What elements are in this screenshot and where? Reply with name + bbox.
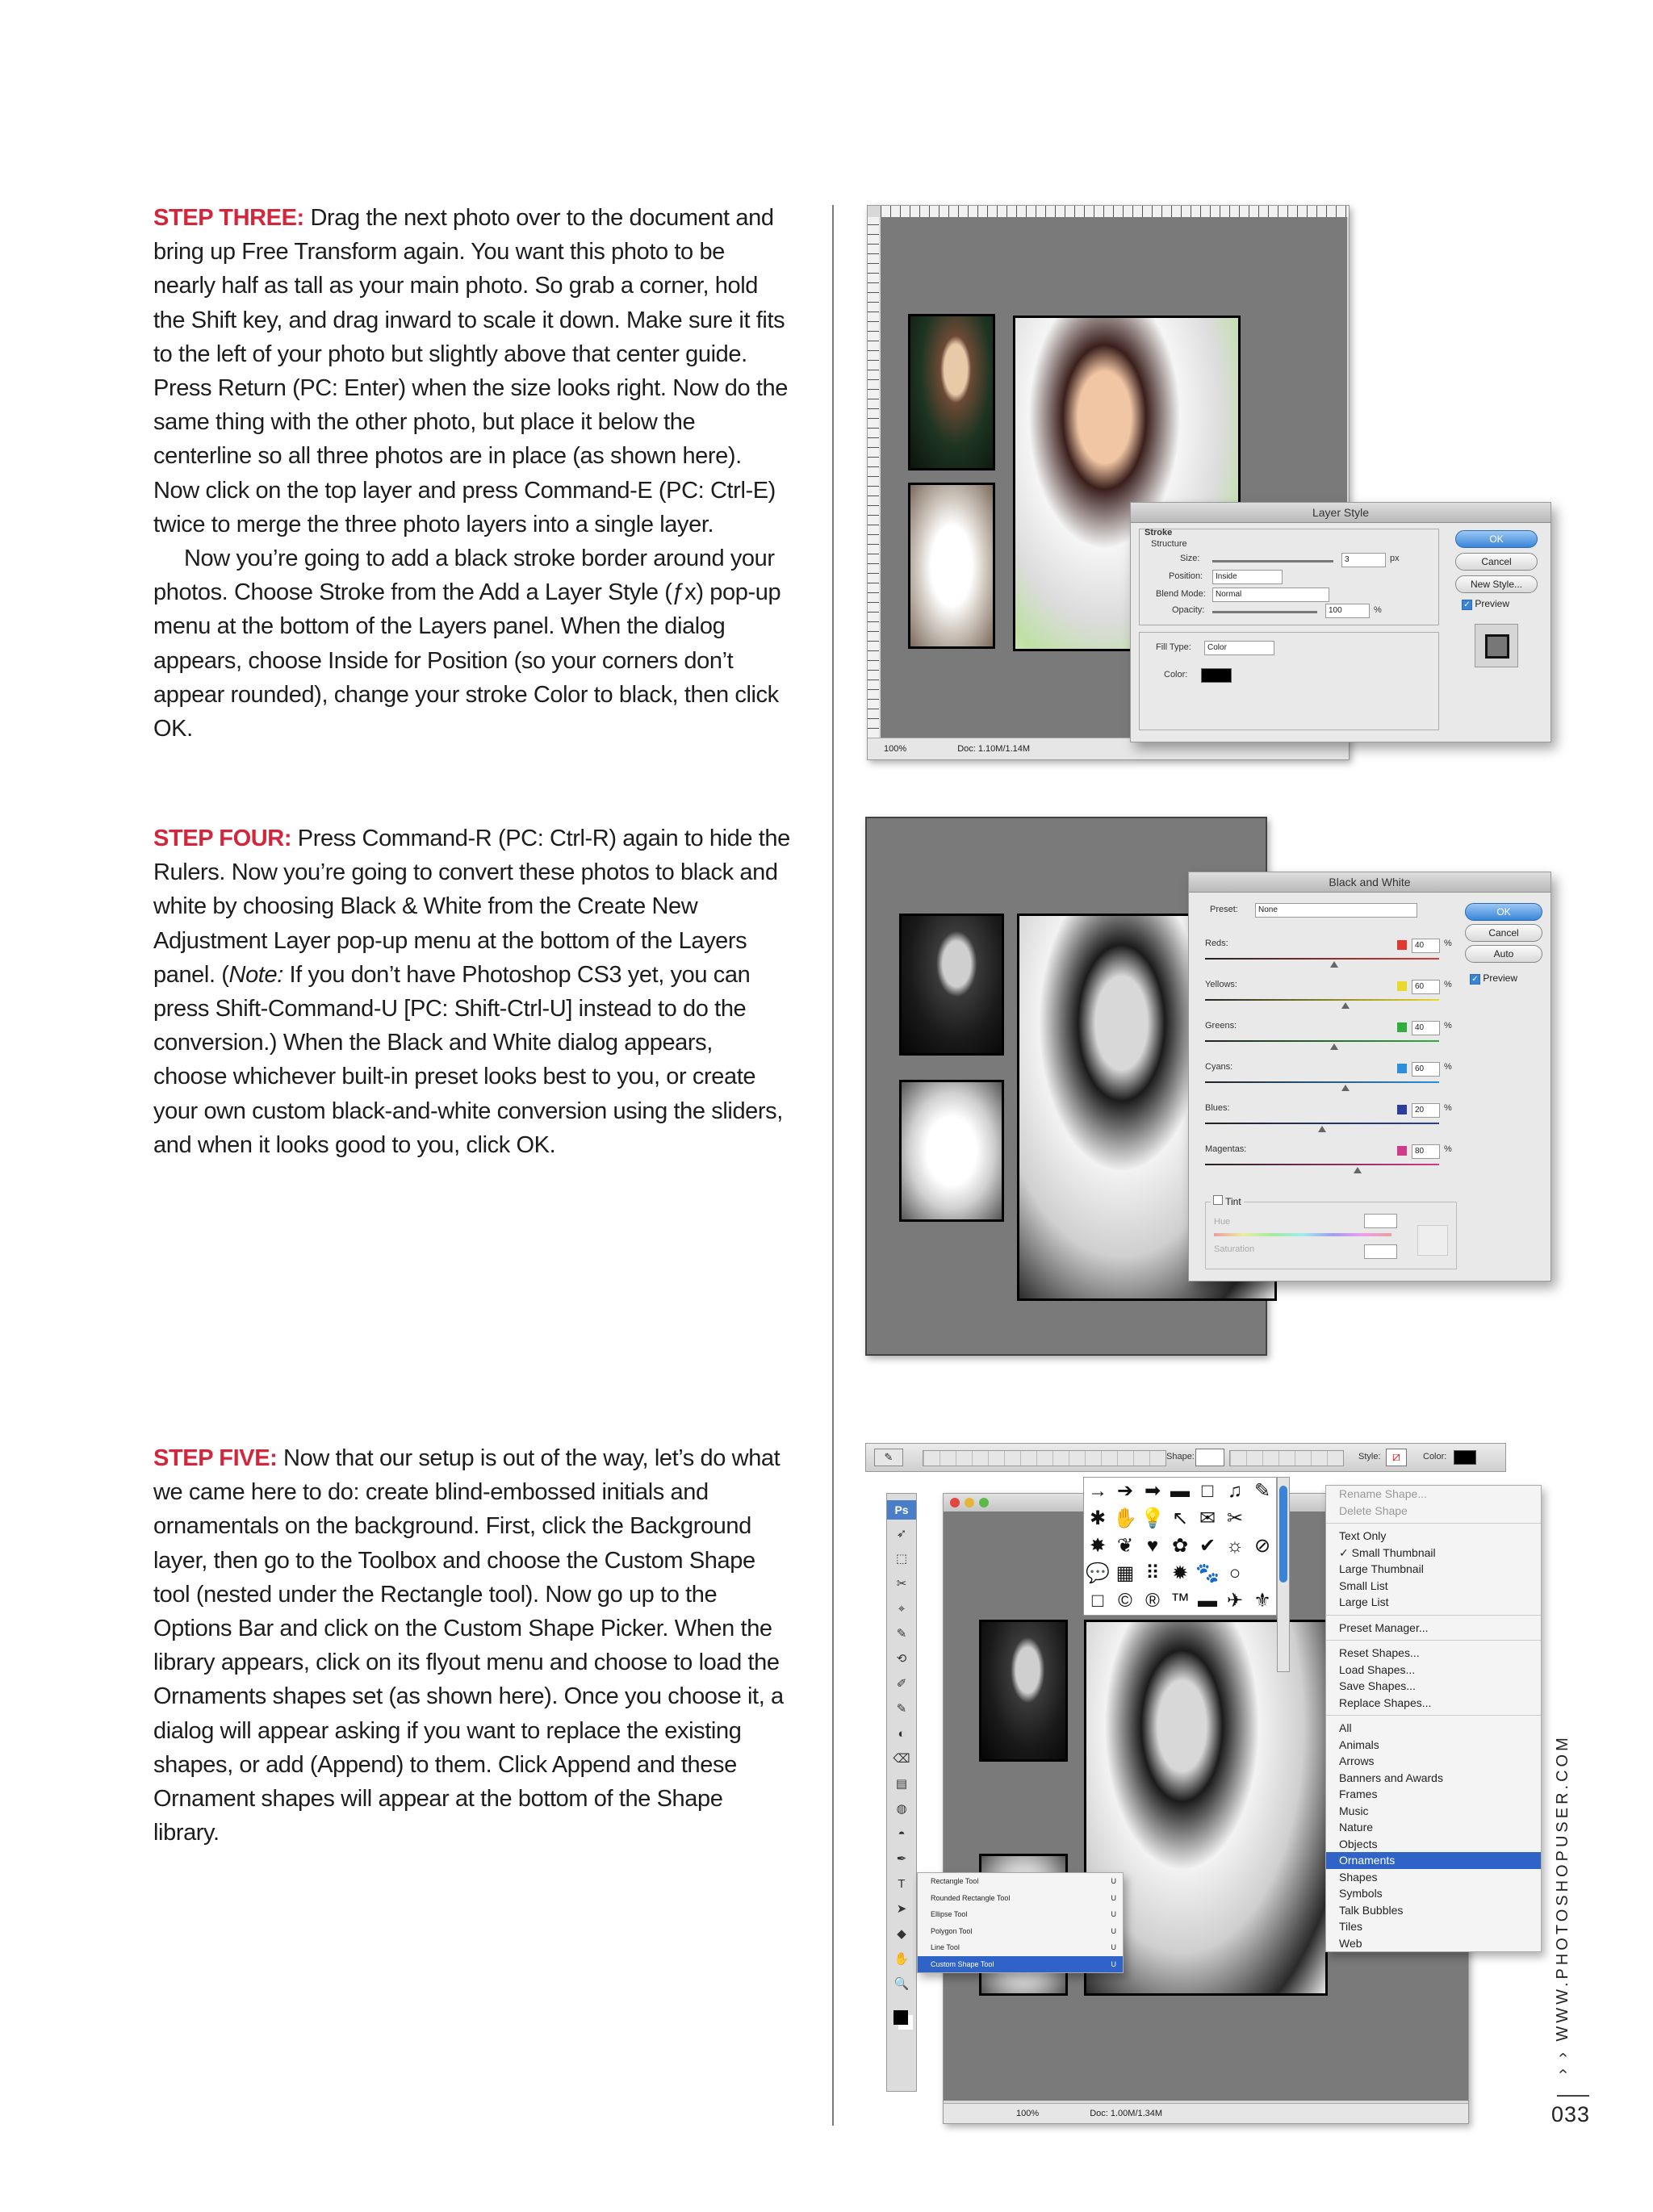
shape-thumbnail[interactable]: ➔ [1116,1480,1134,1502]
toolbox-tool-icon[interactable]: ✎ [896,1702,907,1716]
toolbox-tool-icon[interactable]: ✎ [896,1627,907,1641]
bw-slider-pct: % [1444,980,1452,989]
shape-thumbnail[interactable]: □ [1091,1590,1104,1612]
shape-thumbnail[interactable]: © [1118,1590,1132,1612]
shape-thumbnail[interactable]: ✸ [1089,1535,1107,1557]
saturation-label: Saturation [1214,1244,1255,1254]
bw-slider-value[interactable]: 20 [1412,1103,1440,1118]
shape-tool-shortcut: U [1111,1959,1116,1968]
shape-thumbnail[interactable]: 💬 [1086,1562,1110,1584]
bw-cancel-button[interactable]: Cancel [1465,924,1542,942]
toolbox-tool-icon[interactable]: ◓ [898,1827,906,1841]
shape-thumbnail[interactable]: ▬ [1198,1590,1217,1612]
shape-tool-label: Line Tool [931,1943,960,1951]
bw-preview-checkbox[interactable] [1470,972,1517,985]
cancel-button[interactable]: Cancel [1455,553,1538,571]
foreground-color-swatch[interactable] [1454,1450,1476,1465]
bw-slider-label: Magentas: [1205,1144,1247,1154]
shape-tool-shortcut: U [1111,1893,1116,1902]
minimize-icon[interactable] [965,1498,974,1507]
bw-slider-color-chip [1397,1105,1407,1114]
toolbox-tool-icon[interactable]: ✂ [896,1577,907,1591]
menu-item[interactable]: Ornaments [1326,1852,1541,1869]
preset-label: Preset: [1210,905,1238,914]
shape-thumbnail[interactable]: ✱ [1089,1507,1107,1529]
step-four-body-a: Press Command-R (PC: Ctrl-R) again to hide the Rulers. Now you’re going to convert these photos to black and white by choosing Black & White from the Create New Adjustment Layer pop-up menu at the bottom of the Layers panel. ( [153,826,790,988]
menu-item[interactable]: All [1339,1721,1352,1734]
menu-item[interactable]: Load Shapes... [1339,1662,1416,1676]
menu-item[interactable]: Symbols [1339,1887,1383,1900]
style-picker[interactable]: ⧄ [1386,1449,1407,1466]
shape-thumbnail[interactable]: ➡ [1144,1480,1161,1502]
vertical-ruler[interactable] [868,217,879,738]
hue-label: Hue [1214,1217,1231,1227]
shape-thumbnail[interactable]: ⚜ [1253,1590,1271,1612]
shape-thumbnail[interactable]: 🐾 [1195,1562,1220,1584]
toolbox-tool-icon[interactable]: ⬚ [895,1552,908,1566]
bw-slider-track[interactable] [1205,1123,1439,1124]
bw-slider-value[interactable]: 40 [1412,1021,1440,1035]
shape-thumbnail[interactable]: ✔ [1199,1535,1216,1557]
toolbox-tool-icon[interactable]: ➤ [896,1902,907,1916]
tint-label: Tint [1225,1196,1241,1207]
bw-slider-row [1205,1021,1452,1058]
shape-tool-label: Rectangle Tool [931,1877,979,1885]
menu-item[interactable]: Large Thumbnail [1339,1562,1424,1575]
step-four-text [153,822,791,1162]
stroke-group [1139,529,1439,625]
tool-preset-picker[interactable]: ✎ [874,1449,903,1466]
bw-slider-label: Blues: [1205,1103,1230,1113]
shape-tool-shortcut: U [1111,1926,1116,1935]
photo-top-left [908,314,995,470]
toolbox-tool-icon[interactable]: 🔍 [893,1977,910,1991]
shape-thumbnail[interactable]: ✿ [1171,1535,1189,1557]
shape-thumbnail[interactable]: ↖ [1171,1507,1189,1529]
tint-group [1205,1196,1457,1269]
menu-item[interactable]: Talk Bubbles [1339,1903,1404,1917]
step-three-para1 [153,201,791,542]
size-slider[interactable] [1212,560,1333,562]
zoom-level[interactable]: 100% [884,744,907,754]
style-label: Style: [1358,1452,1381,1461]
bw-slider-track[interactable] [1205,1164,1439,1165]
shape-thumbnail[interactable]: ✂ [1226,1507,1244,1529]
style-preview-square [1485,634,1509,659]
bw-slider-color-chip [1397,1022,1407,1032]
shape-tool-label: Rounded Rectangle Tool [931,1893,1011,1902]
foreground-background-swatches[interactable] [893,2010,908,2025]
bw-slider-color-chip [1397,1146,1407,1156]
menu-item: Rename Shape... [1339,1487,1427,1500]
menu-item[interactable]: Text Only [1339,1529,1387,1542]
menu-item[interactable]: Animals [1339,1737,1379,1751]
color-label: Color: [1423,1452,1447,1461]
step-five-para [153,1441,791,1850]
shape-thumbnail[interactable]: ❦ [1116,1535,1134,1557]
step-three-text [153,201,791,746]
shape-label: Shape: [1166,1452,1195,1461]
bw-slider-pct: % [1444,1021,1452,1031]
position-select[interactable]: Inside [1212,570,1283,584]
step-four-note-label: Note: [228,961,283,988]
menu-separator [1326,1640,1541,1641]
bw-slider-pct: % [1444,1062,1452,1072]
screenshot-step-three [864,203,1558,768]
bw-slider-track[interactable] [1205,958,1439,960]
bw-dialog-title: Black and White [1189,872,1550,893]
shape-thumbnail[interactable]: ✉ [1199,1507,1216,1529]
ok-button[interactable]: OK [1455,530,1538,548]
shape-thumbnail[interactable]: 💡 [1140,1507,1165,1529]
menu-item[interactable]: Web [1339,1936,1362,1950]
toolbox-tool-icon[interactable]: ⟲ [896,1652,907,1666]
dialog-title: Layer Style [1131,503,1550,523]
screenshot-step-five [864,1436,1558,2139]
bw-slider-pct: % [1444,1103,1452,1113]
bw-slider-pct: % [1444,939,1452,948]
bw-slider-label: Cyans: [1205,1062,1233,1072]
step-three-body: Drag the next photo over to the document and bring up Free Transform again. You want this photo to be nearly half as tall as your main photo. So grab a corner, hold the Shift key, and drag inward to scale it down. Make sure it fits to the left of your photo but slightly above that center guide. Press Return (PC: Enter) when the size looks right. Now do the same thing with the other photo, but place it below the centerline so all three photos are in place (as shown here). Now click on the top layer and press Command-E (PC: Ctrl-E) twice to merge the three photo layers into a single layer. [153,205,788,537]
preview-label: Preview [1475,598,1510,609]
shape-thumbnail[interactable]: ⊘ [1253,1535,1271,1557]
bw-slider-thumb[interactable] [1354,1167,1362,1173]
shape-thumbnail[interactable]: ™ [1170,1590,1190,1612]
bw-slider-thumb[interactable] [1330,961,1338,968]
scrollbar-thumb[interactable] [1279,1486,1287,1583]
color-label: Color: [1164,670,1188,679]
shape-tool-item[interactable] [918,1956,1123,1973]
shape-thumbnail[interactable]: ✋ [1113,1507,1137,1529]
menu-item[interactable]: Save Shapes... [1339,1679,1416,1692]
bw-slider-track[interactable] [1205,1040,1439,1042]
custom-shape-library [1083,1477,1277,1616]
shape-tool-label: Polygon Tool [931,1926,973,1935]
opacity-unit: % [1374,605,1382,615]
shape-thumbnail[interactable]: ♥ [1146,1535,1159,1557]
new-style-button[interactable]: New Style... [1455,575,1538,593]
bw-slider-label: Reds: [1205,939,1228,948]
bw-checkmark-icon: ✓ [1470,974,1480,985]
bw-slider-thumb[interactable] [1318,1126,1326,1132]
stroke-color-swatch[interactable] [1201,668,1232,683]
structure-label: Structure [1151,539,1187,549]
shape-thumbnail[interactable]: ✹ [1171,1562,1189,1584]
doc3-photo-top-left [979,1620,1068,1762]
toolbox [886,1493,917,2092]
options-bar [865,1443,1506,1472]
shape-library-scrollbar[interactable] [1277,1477,1290,1672]
tint-checkbox[interactable] [1211,1195,1244,1207]
shape-thumbnail[interactable]: ▬ [1170,1480,1190,1502]
screenshot-step-four [864,815,1558,1364]
menu-item[interactable]: Objects [1339,1837,1378,1850]
bw-slider-thumb[interactable] [1341,1002,1350,1009]
shape-mode-buttons[interactable] [923,1450,1166,1466]
step-three-para2: Now you’re going to add a black stroke border around your photos. Choose Stroke from the Add a Layer Style (ƒx) pop-up menu at the bottom of the Layers panel. When the dialog appears, choose Inside for Position (so your corners don’t appear rounded), change your stroke Color to black, then click OK. [153,546,781,742]
preview-checkbox[interactable] [1462,598,1509,610]
menu-separator [1326,1615,1541,1616]
doc-size-3: Doc: 1.00M/1.34M [1090,2109,1163,2118]
menu-item[interactable]: Frames [1339,1788,1378,1800]
column-divider [832,205,834,2126]
bw-photo-bottom-left [899,1080,1004,1222]
style-preview-box [1475,624,1518,667]
bw-slider-row [1205,1062,1452,1099]
bw-slider-thumb[interactable] [1341,1085,1350,1091]
shape-tool-item[interactable] [918,1890,1123,1907]
fill-type-group [1139,632,1439,730]
hue-field[interactable] [1364,1214,1397,1228]
bw-slider-value[interactable]: 60 [1412,1062,1440,1077]
bw-slider-label: Greens: [1205,1021,1237,1031]
shape-tool-label: Ellipse Tool [931,1910,968,1918]
menu-item[interactable]: Nature [1339,1821,1374,1834]
bw-slider-row [1205,939,1452,976]
zoom-level-3[interactable]: 100% [1016,2109,1040,2118]
doc-size: Doc: 1.10M/1.14M [957,744,1031,754]
bw-slider-row [1205,1103,1452,1140]
shape-tool-label: Custom Shape Tool [931,1959,994,1968]
combine-buttons[interactable] [1229,1450,1344,1466]
layer-style-dialog [1130,502,1551,742]
step-five-text [153,1441,791,1850]
step-four-label: STEP FOUR: [153,826,292,851]
bw-slider-color-chip [1397,1064,1407,1073]
menu-separator [1326,1523,1541,1524]
opacity-label: Opacity: [1172,605,1205,615]
step-four-body-b: If you don’t have Photoshop CS3 yet, you can press Shift-Command-U [PC: Shift-Ctrl-U] instead to do the conversion.) When the Black and White dialog appears, choose whichever built-in preset looks best to you, or create your own custom black-and-white conversion using the sliders, and when it looks good to you, click OK. [153,961,783,1158]
toolbox-tool-icon[interactable]: ▤ [895,1777,908,1791]
bw-slider-row [1205,980,1452,1017]
shape-library-flyout-menu [1325,1485,1542,1952]
step-three-label: STEP THREE: [153,205,304,231]
menu-item[interactable]: Banners and Awards [1339,1771,1443,1784]
toolbox-tool-icon[interactable]: ✐ [896,1677,907,1691]
toolbox-tool-icon[interactable]: ✒ [896,1852,907,1866]
menu-item[interactable]: Replace Shapes... [1339,1696,1432,1709]
status-bar-3 [944,2103,1468,2123]
photo-bottom-left [908,483,995,649]
saturation-field[interactable] [1364,1244,1397,1259]
menu-item[interactable]: Reset Shapes... [1339,1646,1420,1659]
page-number-rule [1557,2095,1589,2097]
shape-tool-flyout [917,1872,1124,1973]
site-url[interactable]: › › WWW.PHOTOSHOPUSER.COM [1554,1734,1571,2074]
toolbox-tool-icon[interactable]: ⌫ [893,1752,910,1766]
menu-item[interactable]: Shapes [1339,1870,1378,1884]
bw-slider-value[interactable]: 80 [1412,1144,1440,1159]
shape-tool-shortcut: U [1111,1877,1116,1885]
shape-tool-item[interactable] [918,1873,1123,1890]
blend-mode-select[interactable]: Normal [1212,587,1329,602]
shape-tool-item[interactable] [918,1906,1123,1923]
toolbox-tool-icon[interactable]: ◐ [898,1727,906,1741]
opacity-slider[interactable] [1212,611,1317,613]
bw-slider-track[interactable] [1205,999,1439,1001]
menu-item[interactable]: Preset Manager... [1339,1620,1429,1634]
shape-thumbnail[interactable]: ☼ [1226,1535,1244,1557]
menu-item[interactable]: ✓ Small Thumbnail [1339,1545,1436,1559]
shape-thumbnail[interactable]: □ [1201,1480,1214,1502]
ps-logo[interactable]: Ps [887,1500,916,1520]
preset-select[interactable]: None [1255,903,1417,918]
shape-thumbnail[interactable]: ○ [1228,1562,1241,1584]
toolbox-tool-icon[interactable]: ✋ [893,1952,910,1966]
bw-slider-pct: % [1444,1144,1452,1154]
shape-thumbnail[interactable]: ✎ [1253,1480,1271,1502]
shape-tool-item[interactable] [918,1939,1123,1956]
shape-thumbnail[interactable]: ⠿ [1145,1562,1160,1584]
toolbox-tool-icon[interactable]: T [898,1877,906,1891]
bw-slider-row [1205,1144,1452,1181]
shape-thumbnail[interactable]: ® [1145,1590,1160,1612]
blend-mode-label: Blend Mode: [1156,589,1206,599]
shape-thumbnail[interactable]: → [1088,1480,1107,1502]
size-unit: px [1390,554,1400,563]
shape-tool-shortcut: U [1111,1910,1116,1918]
shape-thumbnail[interactable] [1249,1560,1276,1587]
bw-auto-button[interactable]: Auto [1465,945,1542,963]
bw-slider-value[interactable]: 40 [1412,939,1440,953]
bw-slider-thumb[interactable] [1330,1043,1338,1050]
step-four-para [153,822,791,1162]
bw-slider-label: Yellows: [1205,980,1237,989]
opacity-field[interactable]: 100 [1325,604,1370,618]
position-label: Position: [1169,571,1203,581]
toolbox-tool-icon[interactable]: ➶ [896,1527,907,1541]
stroke-group-label: Stroke [1145,528,1173,537]
shape-thumbnail[interactable] [1249,1505,1276,1533]
close-icon[interactable] [950,1498,960,1507]
bw-slider-color-chip [1397,981,1407,991]
page-number: 033 [1551,2102,1591,2126]
horizontal-ruler[interactable] [881,206,1349,217]
checkmark-icon: ✓ [1462,600,1472,610]
step-five-label: STEP FIVE: [153,1445,278,1471]
menu-separator [1326,1715,1541,1716]
bw-slider-value[interactable]: 60 [1412,980,1440,994]
hue-slider[interactable] [1214,1233,1391,1236]
bw-slider-color-chip [1397,940,1407,950]
toolbox-tool-icon[interactable]: ◆ [897,1927,906,1941]
size-field[interactable]: 3 [1341,553,1386,567]
tint-color-swatch[interactable] [1417,1225,1448,1256]
custom-shape-picker[interactable] [1195,1449,1224,1466]
toolbox-tool-icon[interactable]: ◍ [896,1802,907,1816]
shape-tool-item[interactable] [918,1923,1123,1940]
menu-item[interactable]: Music [1339,1804,1369,1817]
bw-ok-button[interactable]: OK [1465,903,1542,921]
menu-item[interactable]: Arrows [1339,1754,1375,1767]
zoom-icon[interactable] [979,1498,989,1507]
shape-thumbnail[interactable]: ▦ [1115,1562,1135,1584]
menu-item[interactable]: Small List [1339,1579,1388,1592]
tint-box [1213,1195,1223,1205]
fill-type-select[interactable]: Color [1204,641,1274,655]
fill-type-label: Fill Type: [1156,642,1191,652]
menu-item[interactable]: Large List [1339,1595,1389,1608]
shape-thumbnail[interactable]: ✈ [1226,1590,1244,1612]
size-label: Size: [1180,554,1200,563]
toolbox-tool-icon[interactable]: ⌖ [898,1602,906,1616]
menu-item: Delete Shape [1339,1503,1408,1517]
bw-slider-track[interactable] [1205,1081,1439,1083]
bw-preview-label: Preview [1483,972,1518,984]
step-five-body: Now that our setup is out of the way, let’s do what we came here to do: create blind-embossed initials and ornamentals on the background. First, click the Background layer, then go to the Toolbox and choose the Custom Shape tool (nested under the Rectangle tool). Now go up to the Options Bar and click on the Custom Shape Picker. When the library appears, click on its flyout menu and choose to load the Ornaments shapes set (as shown here). Once you choose it, a dialog will appear asking if you want to replace the existing shapes, or add (Append) to them. Click Append and these Ornament shapes will appear at the bottom of the Shape library. [153,1445,784,1846]
shape-thumbnail[interactable]: ♫ [1228,1480,1242,1502]
black-white-dialog [1188,872,1551,1282]
shape-tool-shortcut: U [1111,1943,1116,1951]
menu-item[interactable]: Tiles [1339,1920,1363,1933]
bw-photo-top-left [899,914,1004,1056]
